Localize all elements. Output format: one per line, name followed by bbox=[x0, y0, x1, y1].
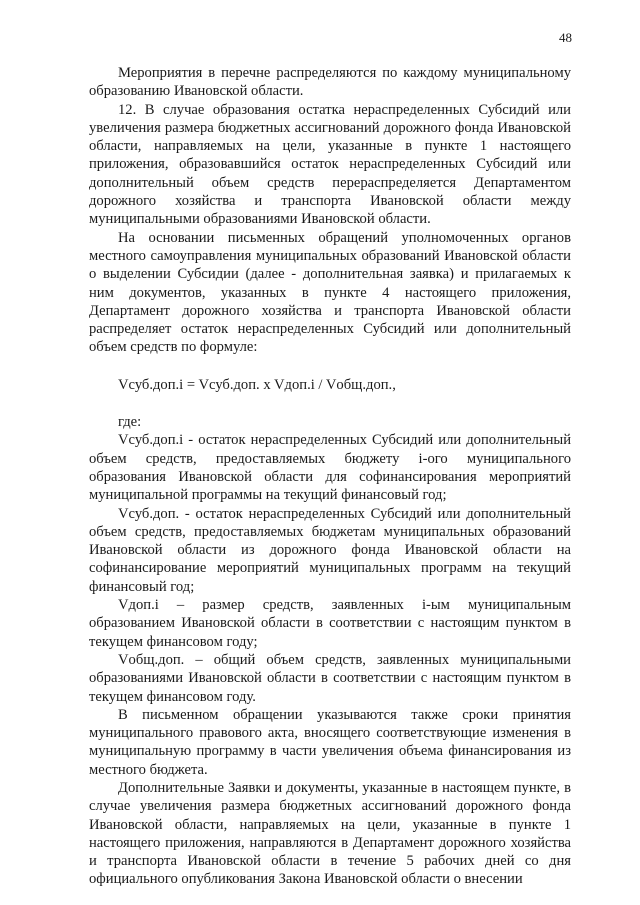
paragraph-additional-applications: Дополнительные Заявки и документы, указанные в настоящем пункте, в случае увеличения размера бюджетных ассигнований дорожного фонда Ивановской области, направляемых на цели, указанные в пункте 1 настоящего приложения, направляются в Департамент дорожного хозяйства и транспорта Ивановской области в течение 5 рабочих дней со дня официального опубликования Закона Ивановской области о внесении bbox=[89, 779, 571, 888]
where-label: где: bbox=[118, 414, 142, 431]
page-number: 48 bbox=[559, 30, 572, 45]
paragraph-events-distribution: Мероприятия в перечне распределяются по каждому муниципальному образованию Ивановской области. bbox=[89, 65, 571, 100]
definition-vsub-dop: Vсуб.доп. - остаток нераспределенных Субсидий или дополнительный объем средств, предоставляемых бюджетам муниципальных образований Ивановской области из дорожного фонда Ивановской области на софинансирование мероприятий муниципальных программ на текущий финансовый год; bbox=[89, 505, 571, 595]
paragraph-basis-requests: На основании письменных обращений уполномоченных органов местного самоуправления муниципальных образований Ивановской области о выделении Субсидии (далее - дополнительная заявка) и прилагаемых к ним документов, указанных в пункте 4 настоящего приложения, Департамент дорожного хозяйства и транспорта Ивановской области распределяет остаток нераспределенных Субсидий или дополнительный объем средств по формуле: bbox=[89, 229, 571, 356]
document-body bbox=[89, 64, 571, 889]
formula: Vсуб.доп.i = Vсуб.доп. x Vдоп.i / Vобщ.доп., bbox=[118, 376, 396, 393]
definition-vsub-dop-i: Vсуб.доп.i - остаток нераспределенных Субсидий или дополнительный объем средств, предоставляемых бюджету i-ого муниципального образования Ивановской области для софинансирования мероприятий муниципальной программы на текущий финансовый год; bbox=[89, 432, 571, 504]
definition-vdop-i: Vдоп.i – размер средств, заявленных i-ым муниципальным образованием Ивановской области в соответствии с настоящим пунктом в текущем финансовом году; bbox=[89, 597, 571, 650]
definition-vobsch-dop: Vобщ.доп. – общий объем средств, заявленных муниципальными образованиями Ивановской области в соответствии с настоящим пунктом в текущем финансовом году. bbox=[89, 651, 571, 705]
paragraph-written-request: В письменном обращении указываются также сроки принятия муниципального правового акта, вносящего соответствующие изменения в муниципальную программу в части увеличения объема финансирования из местного бюджета. bbox=[89, 706, 571, 778]
paragraph-item-12: 12. В случае образования остатка нераспределенных Субсидий или увеличения размера бюджетных ассигнований дорожного фонда Ивановской области, направляемых на цели, указанные в пункте 1 настоящего приложения, образовавшийся остаток нераспределенных Субсидий или дополнительный объем средств перераспределяется Департаментом дорожного хозяйства и транспорта Ивановской области между муниципальными образованиями Ивановской области. bbox=[89, 101, 571, 228]
